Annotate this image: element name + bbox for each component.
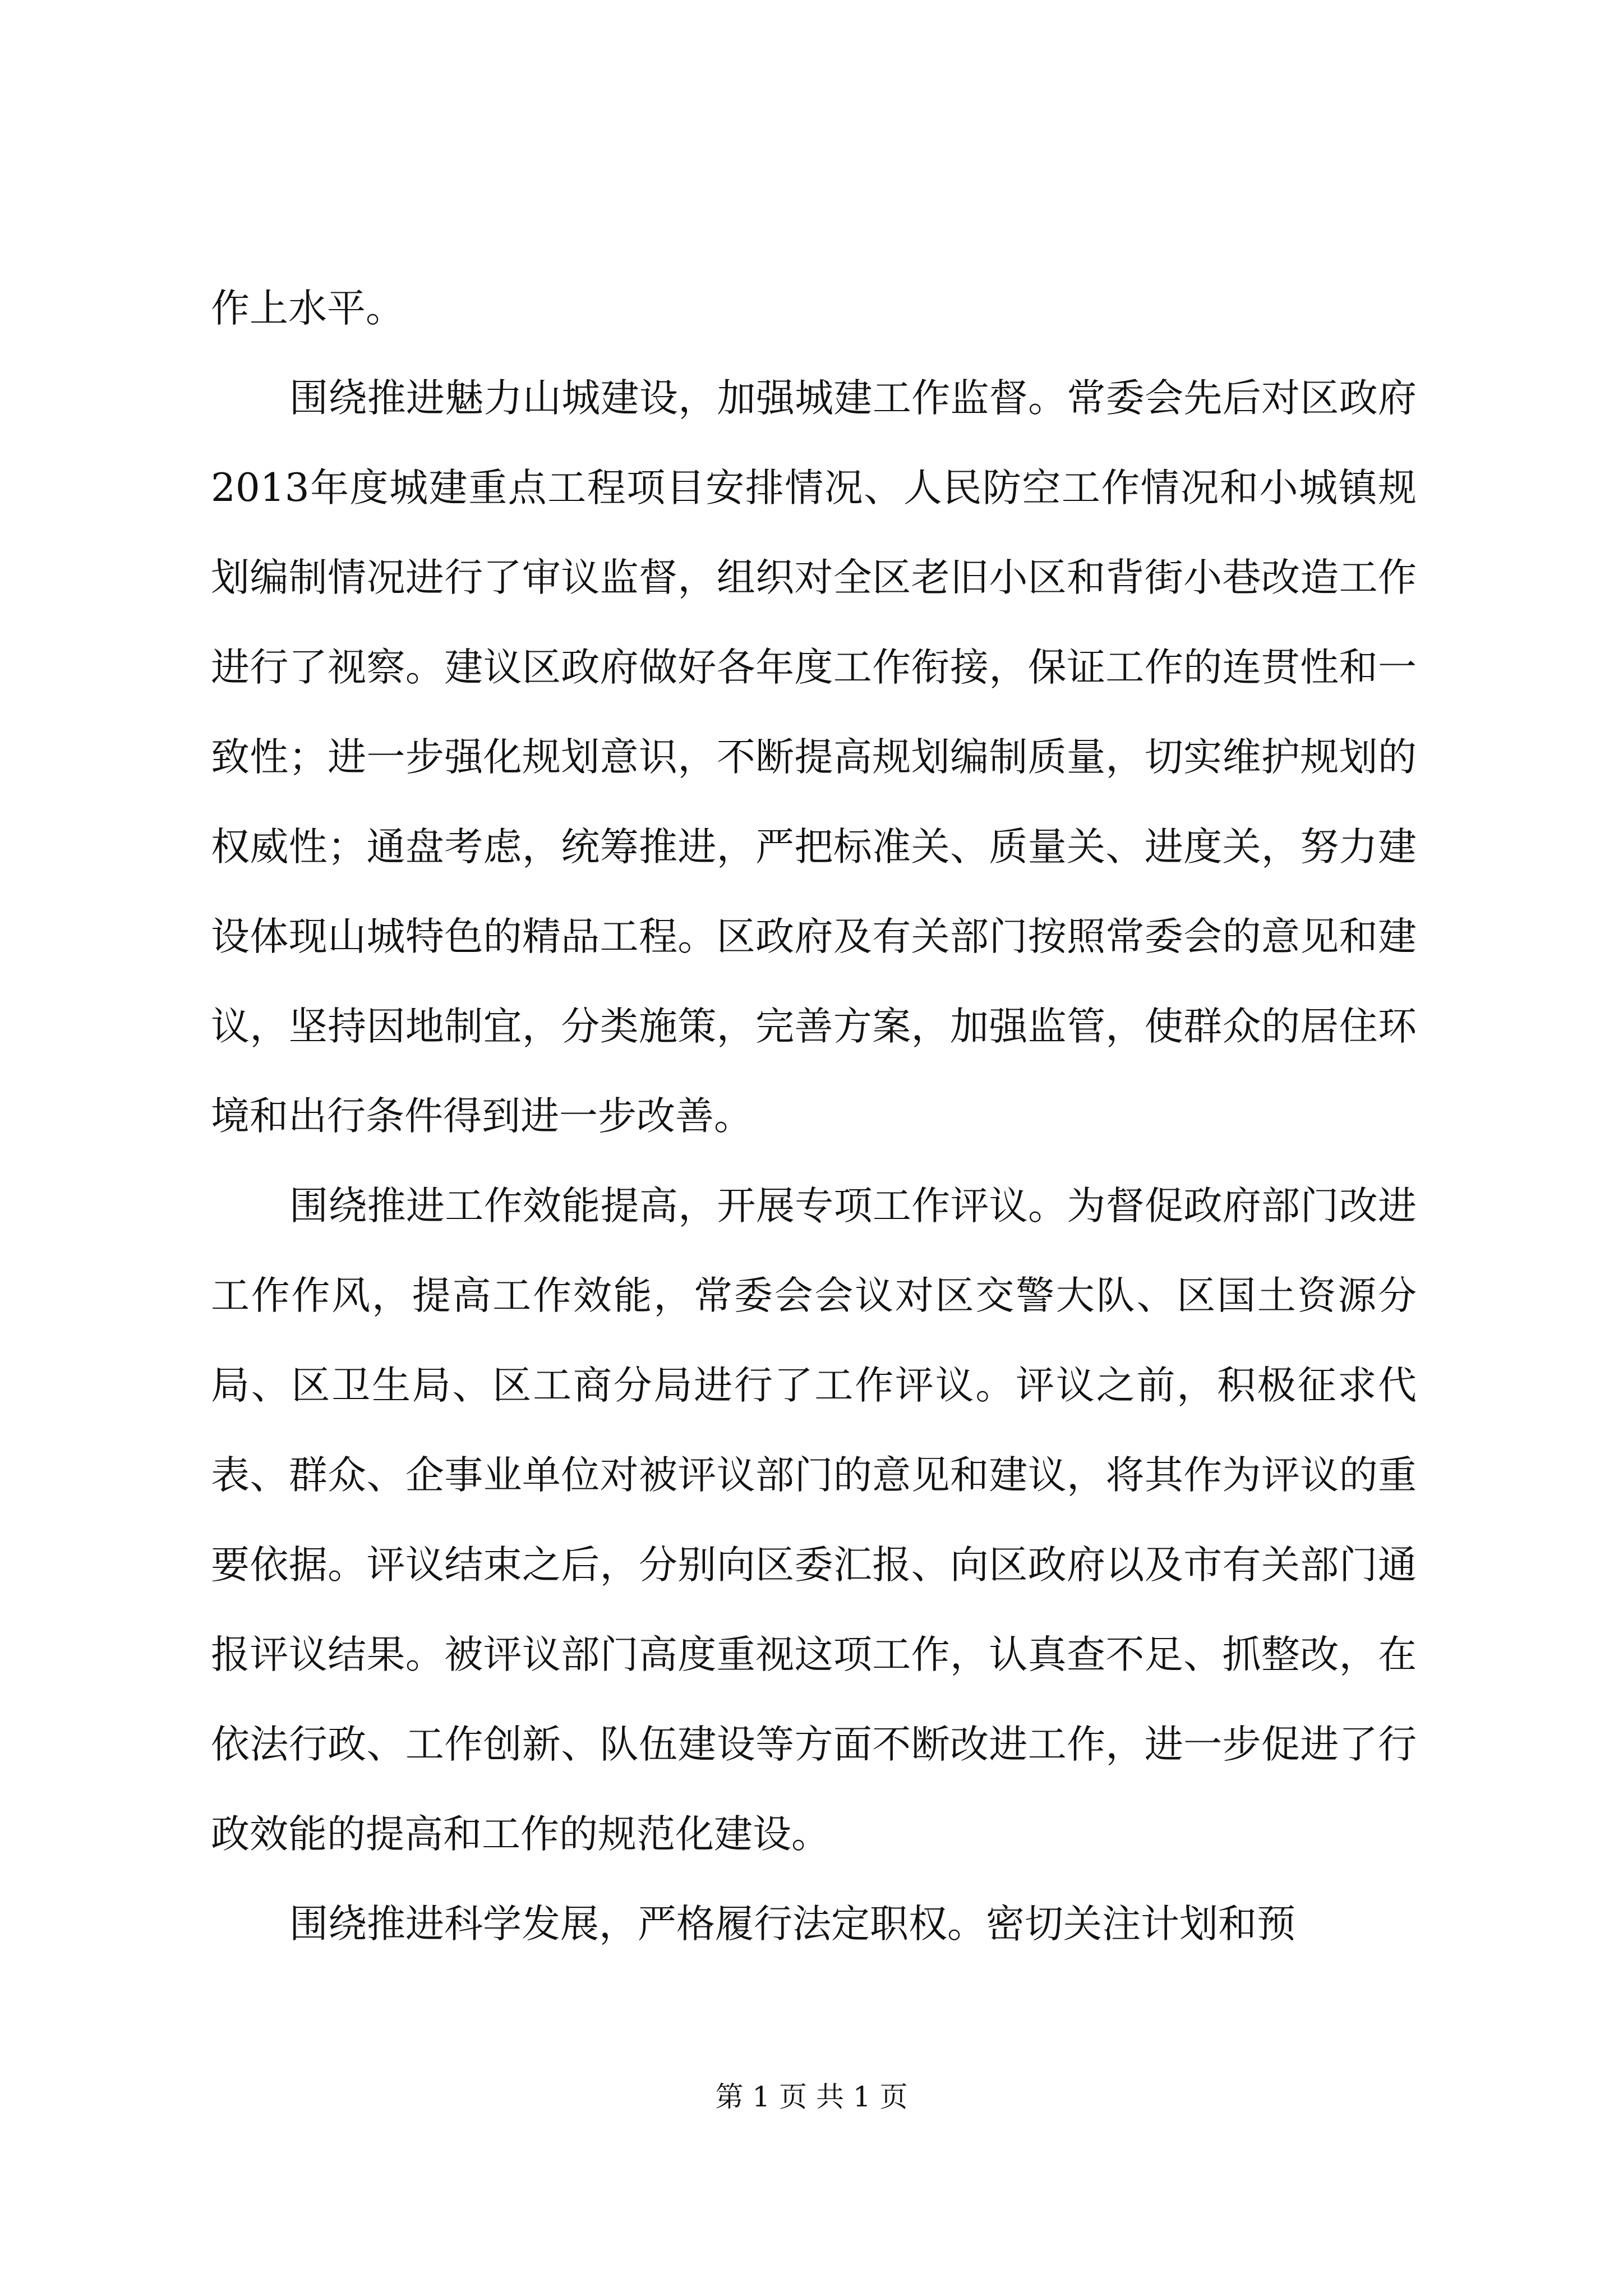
document-body: [211, 264, 1417, 1969]
paragraph-urban-construction: 围绕推进魅力山城建设，加强城建工作监督。常委会先后对区政府2013年度城建重点工程项目安排情况、人民防空工作情况和小城镇规划编制情况进行了审议监督，组织对全区老旧小区和背街小巷改造工作进行了视察。建议区政府做好各年度工作衔接，保证工作的连贯性和一致性；进一步强化规划意识，不断提高规划编制质量，切实维护规划的权威性；通盘考虑，统筹推进，严把标准关、质量关、进度关，努力建设体现山城特色的精品工程。区政府及有关部门按照常委会的意见和建议，坚持因地制宜，分类施策，完善方案，加强监管，使群众的居住环境和出行条件得到进一步改善。: [211, 376, 1417, 1139]
paragraph-scientific-development: 围绕推进科学发展，严格履行法定职权。密切关注计划和预: [289, 1902, 1295, 1947]
page-footer: 第 1 页 共 1 页: [715, 2081, 908, 2113]
paragraph-work-evaluation: 围绕推进工作效能提高，开展专项工作评议。为督促政府部门改进工作作风，提高工作效能，常委会会议对区交警大队、区国土资源分局、区卫生局、区工商分局进行了工作评议。评议之前，积极征求代表、群众、企事业单位对被评议部门的意见和建议，将其作为评议的重要依据。评议结束之后，分别向区委汇报、向区政府以及市有关部门通报评议结果。被评议部门高度重视这项工作，认真查不足、抓整改，在依法行政、工作创新、队伍建设等方面不断改进工作，进一步促进了行政效能的提高和工作的规范化建设。: [211, 1184, 1417, 1857]
paragraph-continuation: 作上水平。: [211, 286, 404, 331]
